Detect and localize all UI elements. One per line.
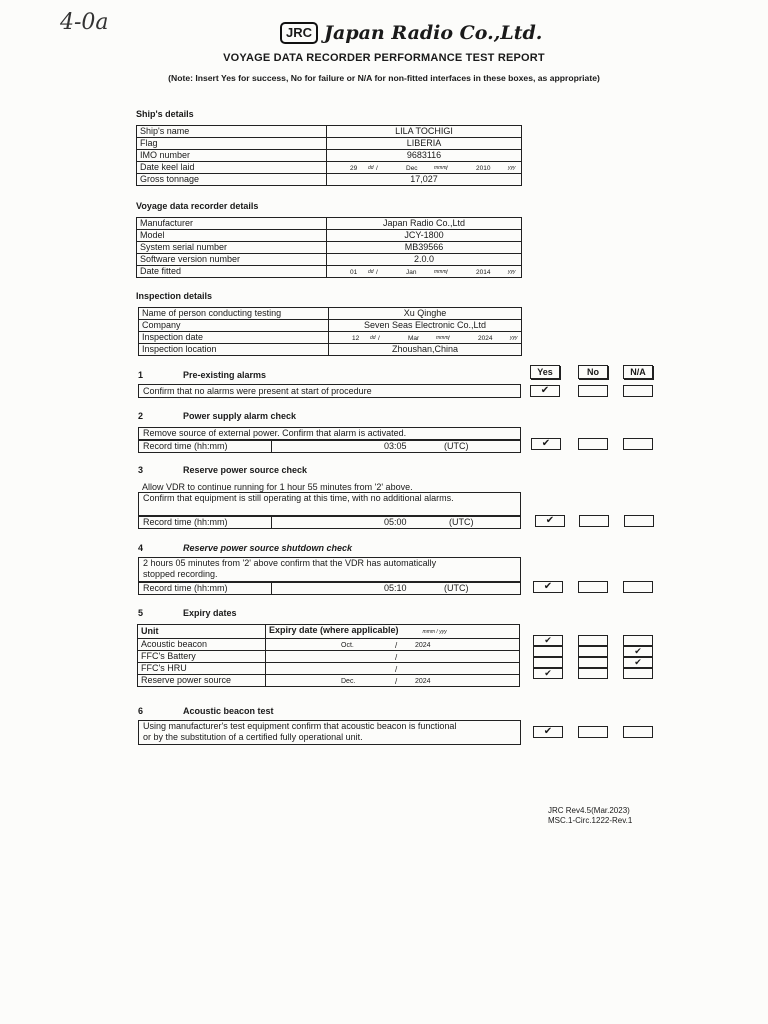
s6-yes-checkbox[interactable]: ✔ (533, 726, 563, 738)
time-label: Record time (hh:mm) (143, 583, 228, 593)
time-value: 05:00 (384, 517, 407, 527)
value: Japan Radio Co.,Ltd (327, 218, 522, 230)
value: 9683116 (327, 150, 522, 162)
value: Seven Seas Electronic Co.,Ltd (329, 320, 522, 332)
unit: Acoustic beacon (138, 639, 266, 651)
date-cell: 12 dd / Mar mmm / 2024 yyy (329, 332, 522, 344)
section-5-title: Expiry dates (183, 608, 237, 618)
utc-label: (UTC) (449, 517, 474, 527)
label: Inspection location (139, 344, 329, 356)
section-3-title: Reserve power source check (183, 465, 308, 475)
s6-no-checkbox[interactable] (578, 726, 608, 738)
unit: Reserve power source (138, 675, 266, 687)
s3-no-checkbox[interactable] (579, 515, 609, 527)
ships-details-heading: Ship's details (136, 109, 194, 119)
section-1-text: Confirm that no alarms were present at start of procedure (138, 384, 521, 398)
s1-yes-checkbox[interactable]: ✔ (530, 385, 560, 397)
s5-reserve-na-checkbox[interactable] (623, 668, 653, 679)
s5-hru-yes-checkbox[interactable] (533, 657, 563, 668)
section-4-text (138, 557, 521, 582)
label: Inspection date (139, 332, 329, 344)
table-row (137, 254, 522, 266)
handwritten-note: 4-0a (60, 10, 109, 35)
value: JCY-1800 (327, 230, 522, 242)
s5-battery-yes-checkbox[interactable] (533, 646, 563, 657)
time-label: Record time (hh:mm) (143, 517, 228, 527)
s5-battery-na-checkbox[interactable]: ✔ (623, 646, 653, 657)
header-no: No (578, 365, 608, 379)
table-row (139, 332, 522, 344)
section-3-text: Confirm that equipment is still operating at this time, with no additional alarms. (138, 492, 521, 516)
report-title: VOYAGE DATA RECORDER PERFORMANCE TEST REPORT (223, 52, 545, 64)
table-row (138, 651, 520, 663)
section-2-title: Power supply alarm check (183, 411, 297, 421)
vdr-details-heading: Voyage data recorder details (136, 201, 259, 211)
utc-label: (UTC) (444, 441, 469, 451)
table-row (137, 126, 522, 138)
label: Date keel laid (137, 162, 327, 174)
section-6-title: Acoustic beacon test (183, 706, 274, 716)
col-expiry-cell (266, 625, 520, 639)
date-cell: / (266, 663, 520, 675)
footer-reference: MSC.1-Circ.1222-Rev.1 (548, 816, 633, 825)
table-row (139, 320, 522, 332)
section-4-text-line2: stopped recording. (143, 569, 218, 579)
label: Ship's name (137, 126, 327, 138)
section-6-text-line1: Using manufacturer's test equipment confirm that acoustic beacon is functional (143, 721, 457, 731)
section-5-number: 5 (138, 608, 144, 618)
expiry-table (137, 624, 520, 687)
table-row (137, 150, 522, 162)
section-3-time-row (138, 516, 521, 529)
table-row (137, 218, 522, 230)
time-label: Record time (hh:mm) (143, 441, 228, 451)
inspection-details-table (138, 307, 522, 356)
s5-acoustic-no-checkbox[interactable] (578, 635, 608, 646)
section-4-time-row (138, 582, 521, 595)
s6-na-checkbox[interactable] (623, 726, 653, 738)
date-cell: / (266, 651, 520, 663)
s3-yes-checkbox[interactable]: ✔ (535, 515, 565, 527)
s3-na-checkbox[interactable] (624, 515, 654, 527)
label: Software version number (137, 254, 327, 266)
section-6-text-line2: or by the substitution of a certified fully operational unit. (143, 732, 363, 742)
table-row (137, 138, 522, 150)
date-cell: 29 dd / Dec mmm / 2010 yyy (327, 162, 522, 174)
section-1-number: 1 (138, 370, 144, 380)
s1-na-checkbox[interactable] (623, 385, 653, 397)
section-1-title: Pre-existing alarms (183, 370, 267, 380)
time-value: 03:05 (384, 441, 407, 451)
table-header-row (138, 625, 520, 639)
table-row (137, 242, 522, 254)
section-2-time-row (138, 440, 521, 453)
table-row (138, 663, 520, 675)
header-na: N/A (623, 365, 653, 379)
header-yes: Yes (530, 365, 560, 379)
value: MB39566 (327, 242, 522, 254)
s2-yes-checkbox[interactable]: ✔ (531, 438, 561, 450)
label: Date fitted (137, 266, 327, 278)
section-4-title: Reserve power source shutdown check (183, 543, 353, 553)
label: System serial number (137, 242, 327, 254)
col-expiry: Expiry date (where applicable) (269, 625, 399, 635)
utc-label: (UTC) (444, 583, 469, 593)
section-3-pre-text: Allow VDR to continue running for 1 hour 55 minutes from '2' above. (142, 482, 413, 492)
section-6-text (138, 720, 521, 745)
s5-acoustic-na-checkbox[interactable] (623, 635, 653, 646)
date-cell: Dec. / 2024 (266, 675, 520, 687)
s5-acoustic-yes-checkbox[interactable]: ✔ (533, 635, 563, 646)
date-cell: 01 dd / Jan mmm / 2014 yyy (327, 266, 522, 278)
section-4-text-line1: 2 hours 05 minutes from '2' above confirm that the VDR has automatically (143, 558, 437, 568)
footer-revision: JRC Rev4.5(Mar.2023) (548, 806, 630, 815)
inspection-details-heading: Inspection details (136, 291, 213, 301)
logo-box: JRC (280, 22, 318, 44)
s5-battery-no-checkbox[interactable] (578, 646, 608, 657)
table-row (137, 230, 522, 242)
col-format: mmm / yyy (422, 629, 447, 635)
value: Zhoushan,China (329, 344, 522, 356)
label: Name of person conducting testing (139, 308, 329, 320)
value: 2.0.0 (327, 254, 522, 266)
vdr-details-table (136, 217, 522, 278)
unit: FFC's HRU (138, 663, 266, 675)
s4-no-checkbox[interactable] (578, 581, 608, 593)
date-cell: Oct. / 2024 (266, 639, 520, 651)
value: LIBERIA (327, 138, 522, 150)
value: Xu Qinghe (329, 308, 522, 320)
section-2-number: 2 (138, 411, 144, 421)
label: Company (139, 320, 329, 332)
s1-no-checkbox[interactable] (578, 385, 608, 397)
s5-hru-na-checkbox[interactable]: ✔ (623, 657, 653, 668)
s2-no-checkbox[interactable] (578, 438, 608, 450)
table-row (139, 308, 522, 320)
unit: FFC's Battery (138, 651, 266, 663)
logo-text: Japan Radio Co.,Ltd. (324, 22, 543, 44)
label: Gross tonnage (137, 174, 327, 186)
section-4-number: 4 (138, 543, 144, 553)
ships-details-table (136, 125, 522, 186)
s5-hru-no-checkbox[interactable] (578, 657, 608, 668)
table-row (138, 639, 520, 651)
footer (548, 806, 632, 826)
section-2-text: Remove source of external power. Confirm that alarm is activated. (138, 427, 521, 440)
s2-na-checkbox[interactable] (623, 438, 653, 450)
section-3-number: 3 (138, 465, 144, 475)
table-row (137, 266, 522, 278)
value: LILA TOCHIGI (327, 126, 522, 138)
time-value: 05:10 (384, 583, 407, 593)
s5-reserve-no-checkbox[interactable] (578, 668, 608, 679)
table-row (137, 162, 522, 174)
s4-na-checkbox[interactable] (623, 581, 653, 593)
table-row (139, 344, 522, 356)
table-row (138, 675, 520, 687)
s4-yes-checkbox[interactable]: ✔ (533, 581, 563, 593)
label: Manufacturer (137, 218, 327, 230)
col-unit: Unit (138, 625, 266, 639)
table-row (137, 174, 522, 186)
company-logo (280, 22, 542, 44)
label: Model (137, 230, 327, 242)
label: Flag (137, 138, 327, 150)
value: 17,027 (327, 174, 522, 186)
section-6-number: 6 (138, 706, 144, 716)
s5-reserve-yes-checkbox[interactable]: ✔ (533, 668, 563, 679)
report-note: (Note: Insert Yes for success, No for failure or N/A for non-fitted interfaces in these boxes, as appropriate) (168, 73, 600, 83)
label: IMO number (137, 150, 327, 162)
